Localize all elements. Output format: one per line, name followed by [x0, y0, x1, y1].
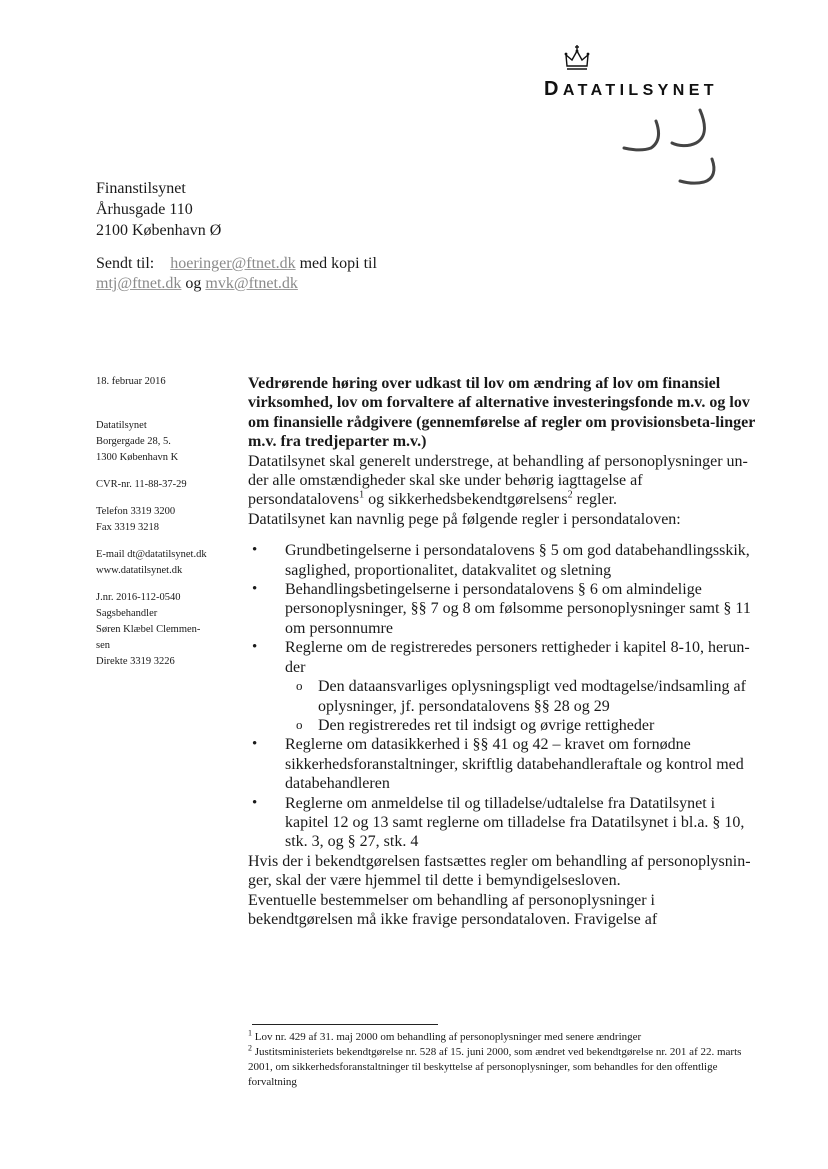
sender-address-1: Borgergade 28, 5. — [96, 436, 171, 447]
footnote-ref-2: 2 — [567, 490, 573, 502]
sender-org: Datatilsynet — [96, 420, 147, 431]
letter-body — [248, 374, 756, 929]
email-link-mvk[interactable]: mvk@ftnet.dk — [205, 275, 298, 292]
cvr-number: CVR-nr. 11-88-37-29 — [96, 479, 187, 490]
sub-list-item: o Den dataansvarliges oplysningspligt ved modtagelse/indsamling af oplysninger, jf. persondatalovens §§ 28 og 29 — [248, 677, 756, 716]
paragraph-4: Eventuelle bestemmelser om behandling af personoplysninger i bekendtgørelsen må ikke fravige persondataloven. Fravigelse af — [248, 891, 658, 928]
crown-icon — [562, 44, 592, 74]
sender-address-2: 1300 København K — [96, 452, 179, 463]
footnote-1 — [248, 1030, 756, 1045]
direct-phone: Direkte 3319 3226 — [96, 656, 175, 667]
journal-number: J.nr. 2016-112-0540 — [96, 592, 181, 603]
list-item: • Reglerne om anmeldelse til og tilladelse/udtalelse fra Datatilsynet i kapitel 12 og 13 samt reglerne om tilladelse fra Datatilsynet i bl.a. § 10, stk. 3, og § 27, stk. 4 — [248, 794, 756, 852]
brand-wordmark — [520, 78, 742, 101]
footnote-ref-1: 1 — [359, 490, 365, 502]
sender-info-column — [96, 374, 236, 670]
sub-list-item: o Den registreredes ret til indsigt og øvrige rettigheder — [248, 716, 756, 735]
telephone: Telefon 3319 3200 — [96, 506, 176, 517]
case-handler-name-1: Søren Klæbel Clemmen- — [96, 624, 201, 635]
list-item-text: Reglerne om de registreredes personers rettigheder i kapitel 8-10, herun-der — [285, 639, 750, 676]
brand-initial: D — [544, 78, 563, 100]
kopi-text: med kopi til — [299, 255, 377, 272]
sub-list — [285, 677, 756, 735]
recipient-address — [96, 178, 221, 241]
paragraph-2: Datatilsynet kan navnlig pege på følgende regler i persondataloven: — [248, 510, 681, 528]
og-text: og — [185, 275, 202, 292]
case-handler-label: Sagsbehandler — [96, 608, 158, 619]
letter-date: 18. februar 2016 — [96, 376, 166, 387]
letter-subject: Vedrørende høring over udkast til lov om ændring af lov om finansiel virksomhed, lov om forvaltere af alternative investeringsfonde m.v. og lov om finansielle rådgivere (gennemførelse af regler om provisionsbeta-linger m.v. fra tredjeparter m.v.) — [248, 375, 756, 451]
footnote-2-text: Justitsministeriets bekendtgørelse nr. 528 af 15. juni 2000, som ændret ved bekendtgørelse nr. 201 af 22. marts 2001, om sikkerhedsforanstaltninger til beskyttelse af personoplysninger, som behandles for den offentlige forvaltning — [248, 1046, 742, 1088]
sent-to-label: Sendt til: — [96, 255, 155, 272]
case-handler-name-2: sen — [96, 640, 110, 651]
footnotes — [248, 1030, 756, 1090]
recipient-street: Århusgade 110 — [96, 201, 193, 218]
email-link-mtj[interactable]: mtj@ftnet.dk — [96, 275, 182, 292]
recipient-name: Finanstilsynet — [96, 180, 186, 197]
paragraph-1-text-b: og sikkerhedsbekendtgørelsens — [364, 491, 568, 509]
paragraph-3: Hvis der i bekendtgørelsen fastsættes regler om behandling af personoplysnin-ger, skal der være hjemmel til dette i bemyndigelsesloven. — [248, 852, 751, 890]
email-address: E-mail dt@datatilsynet.dk — [96, 549, 207, 560]
paragraph-1-text-c: regler. — [572, 491, 618, 509]
footnote-1-mark: 1 — [248, 1028, 252, 1038]
website: www.datatilsynet.dk — [96, 565, 183, 576]
list-item: • Behandlingsbetingelserne i persondatalovens § 6 om almindelige personoplysninger, §§ 7 og 8 om følsomme personoplysninger samt § 11 om personnumre — [248, 580, 756, 638]
recipient-city: 2100 København Ø — [96, 222, 222, 239]
rules-list — [248, 541, 756, 852]
footnote-2-mark: 2 — [248, 1043, 252, 1053]
list-item: • Grundbetingelserne i persondatalovens § 5 om god databehandlingsskik, saglighed, proportionalitet, datakvalitet og sletning — [248, 541, 756, 580]
brand-rest: ATATILSYNET — [562, 82, 718, 99]
paragraph-1 — [248, 452, 756, 510]
email-link-hoeringer[interactable]: hoeringer@ftnet.dk — [170, 255, 296, 272]
paragraph-1-text-a: Datatilsynet skal generelt understrege, at behandling af personoplysninger un-der alle omstændigheder skal ske under behørig iagttagelse af persondatalovens — [248, 452, 748, 509]
list-item: • Reglerne om datasikkerhed i §§ 41 og 42 – kravet om fornødne sikkerhedsforanstaltninger, skriftlig databehandleraftale og kontrol med databehandleren — [248, 735, 756, 793]
fax: Fax 3319 3218 — [96, 522, 159, 533]
footnote-1-text: Lov nr. 429 af 31. maj 2000 om behandling af personoplysninger med senere ændringer — [252, 1031, 642, 1043]
footnote-divider — [252, 1024, 438, 1025]
sent-to-line — [96, 254, 436, 294]
list-item — [248, 638, 756, 735]
footnote-2 — [248, 1045, 756, 1090]
handwritten-initials — [610, 102, 740, 192]
